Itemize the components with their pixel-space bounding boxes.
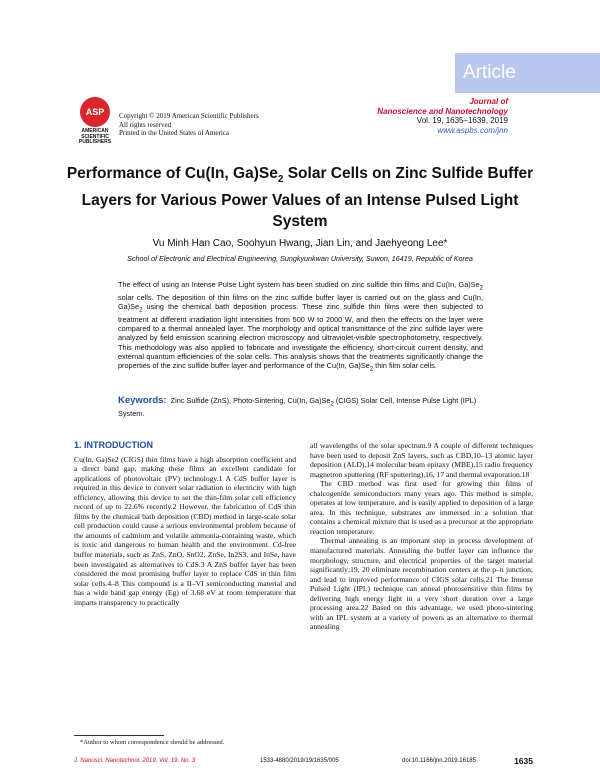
journal-website-link[interactable]: www.aspbs.com/jnn xyxy=(437,125,508,135)
title-subscript: 2 xyxy=(277,174,284,186)
author-affiliation: School of Electronic and Electrical Engineering, Sungkyunkwan University, Suwon, 16419, Republic of Korea xyxy=(127,254,473,263)
abstract xyxy=(118,280,483,374)
paper-title xyxy=(60,163,540,232)
journal-volume: Vol. 19, 1635–1639, 2019 xyxy=(416,116,508,125)
body-column-left xyxy=(74,441,296,607)
keywords-text: (CIGS) Solar Cell, Intense Pulse Light (IPL) System. xyxy=(118,396,477,418)
subscript: 2 xyxy=(139,306,143,314)
journal-name: Nanoscience and Nanotechnology xyxy=(377,106,508,116)
footnote-divider xyxy=(74,735,164,736)
journal-name: Journal of xyxy=(469,97,508,106)
abstract-text: solar cells. The deposition of thin films on the zinc sulfide buffer layer is carried out on the glass and Cu(In, Ga)Se xyxy=(118,292,483,312)
subscript: 2 xyxy=(369,365,374,373)
paragraph: Thermal annealing is an important step in process development of manufactured materials. Annealing the buffer layer can influence the morphology, structure, and electrical properties of the target material significantly;19, 20 eliminate recombination centers at the p–n junction; and lead to improved performance of CIGS solar cells.21 The Intense Pulsed Light (IPL) technique can anneal photosensitive thin films by delivering high energy light in a very short duration over a large processing area.22 Based on this advantage, we used photo-sintering with an IPL system at a variety of powers as an alternative to thermal annealing xyxy=(310,536,533,632)
footer-doi: doi:10.1166/jnn.2019.16185 xyxy=(402,758,476,764)
journal-info xyxy=(377,97,508,135)
section-heading: 1. INTRODUCTION xyxy=(74,440,154,450)
page-footer xyxy=(74,756,533,768)
footer-issn: 1533-4880/2019/19/1635/005 xyxy=(260,758,339,764)
publisher-logo xyxy=(75,97,115,146)
abstract-text: using the chemical bath deposition process. These zinc sulfide thin films were then subjected to treatment at different irradiation light intensities from 500 W to 2000 W, and then the effects on the layer were compared to a thermal annealed layer. The morphology and optical transmittance of the zinc sulfide layer were analyzed by field emission scanning electron microscopy and ultraviolet-visible spectrophotometry, respectively. This methodology was also applied to fabricate and investigate the efficiency, short-circuit current density, and external quantum efficiencies of the solar cells. This analysis shows that the treatments significantly change the properties of the zinc sulfide buffer layer and performance of the Cu(In, Ga)Se xyxy=(118,302,483,371)
keywords-label: Keywords: xyxy=(118,395,167,406)
article-type-banner: Article xyxy=(455,53,600,93)
publisher-name-line: AMERICAN xyxy=(81,128,109,134)
paragraph: The CBD method was first used for growing thin films of chalcogenide semiconductors many years ago. This method is simple, operates at low temperature, and is easily applied to deposition of a large area. In this technique, substrates are immersed in a solution that contains a chemical mixture that is used as a precursor at the appropriate reaction temperature. xyxy=(310,479,533,536)
body-column-right xyxy=(310,441,533,632)
title-text: Performance of Cu(In, Ga)Se xyxy=(66,165,278,182)
paragraph: Cu(In, Ga)Se2 (CIGS) thin films have a high absorption coefficient and a direct band gap, making these films an excellent candidate for applications of photovoltaic (PV) technology.1 A CdS buffer layer is required in this device to convert solar radiation to electricity with high efficiency, allowing this device to set the thin-film solar cell efficiency record of up to 22.6% recently.2 However, the fabrication of CdS thin films by the chemical bath deposition (CBD) method in large-scale solar cell production could cause a serious environmental problem because of the amounts of cadmium and volatile ammonia-containing waste, which is toxic and dangerous to human health and the environment. Cd-free buffer materials, such as ZnS, ZnO, SnO2, ZnSe, In2S3, and InSe, have been investigated as alternatives to CdS.3 A ZnS buffer layer has been considered the most promising buffer layer to replace CdS in thin film solar cells.4–8 This compound is a II–VI semiconducting material and has a wide band gap energy (Eg) of 3.68 eV at room temperature that imparts transparency to practically xyxy=(74,454,296,607)
copyright-block xyxy=(119,112,259,138)
subscript: 2 xyxy=(330,400,334,408)
title-text: Solar Cells on Zinc Sulfide Buffer Layers for Various Power Values of an Intense Pulsed Light System xyxy=(81,165,534,231)
asp-logo-icon: ASP xyxy=(80,97,110,127)
correspondence-footnote: *Author to whom correspondence should be addressed. xyxy=(80,739,225,746)
publisher-name xyxy=(75,129,115,146)
keywords xyxy=(118,396,483,418)
abstract-text: thin film solar cells. xyxy=(373,361,437,371)
publisher-name-line: PUBLISHERS xyxy=(78,139,112,145)
author-list: Vu Minh Han Cao, Soohyun Hwang, Jian Lin, and Jaehyeong Lee* xyxy=(152,238,448,249)
copyright-line: Copyright © 2019 American Scientific Publishers xyxy=(119,112,259,120)
publisher-name-line: SCIENTIFIC xyxy=(81,133,109,140)
rights-line: All rights reserved xyxy=(119,120,172,129)
abstract-text: The effect of using an Intense Pulse Light system has been studied on zinc sulfide thin films and Cu(In, Ga)Se xyxy=(118,280,480,289)
subscript: 2 xyxy=(479,284,483,292)
paragraph: all wavelengths of the solar spectrum.9 A couple of different techniques have been used to deposit ZnS layers, such as CBD,10–13 atomic layer deposition (ALD),14 molecular beam epitaxy (MBE),15 radio frequency magnetron sputtering (RF sputtering),16, 17 and thermal evaporation.18 xyxy=(310,441,533,479)
keywords-text: Zinc Sulfide (ZnS), Photo-Sintering, Cu(In, Ga)Se xyxy=(170,396,331,405)
printed-line: Printed in the United States of America xyxy=(119,129,230,137)
page-number: 1635 xyxy=(514,756,533,766)
footer-journal-reference: J. Nanosci. Nanotechnol. 2019, Vol. 19, No. 3 xyxy=(74,758,196,764)
